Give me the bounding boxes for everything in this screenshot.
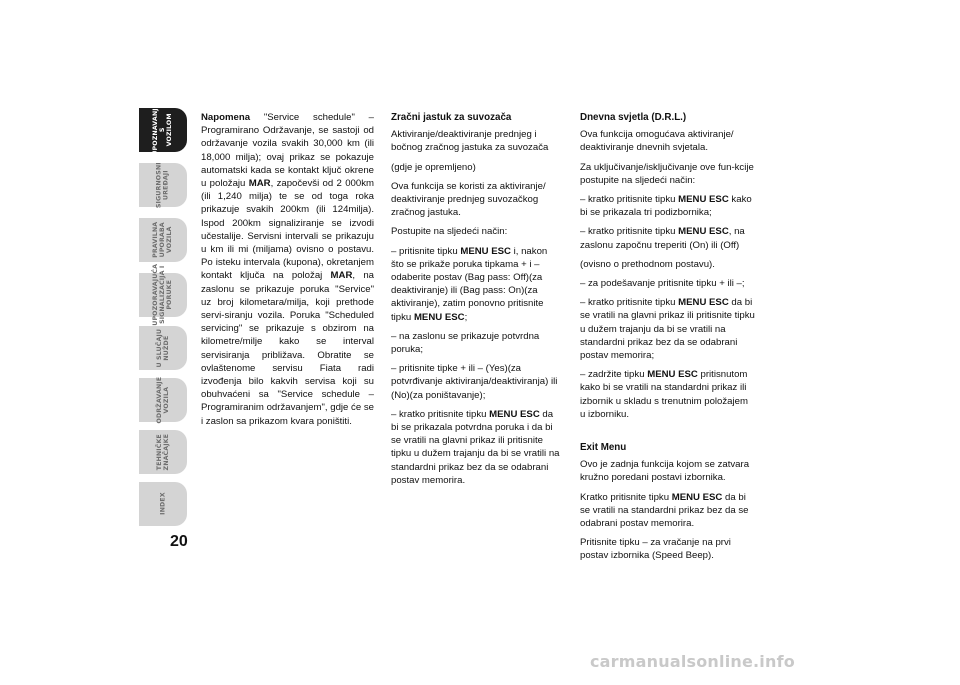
key-name: MENU ESC bbox=[413, 311, 465, 323]
text: da bi se prikazala potvrdna poruka i da bi se vratili na glavni prikaz ili pritisnite tipku u dužem trajanju da bi se vratili na standardni prikaz bez da se odabrani postav memorira. bbox=[391, 408, 560, 486]
tab-upozoravajuca-signalizacija[interactable] bbox=[139, 264, 187, 326]
paragraph: Ova funkcija omogućava aktiviranje/ deaktiviranje dnevnih svjetala. bbox=[580, 129, 734, 154]
text: – pritisnite tipku bbox=[391, 245, 461, 257]
step bbox=[391, 245, 562, 324]
text: ; bbox=[464, 311, 468, 323]
paragraph: Pritisnite tipku – za vračanje na prvi postav izbornika (Speed Beep). bbox=[580, 537, 731, 562]
step bbox=[391, 408, 562, 487]
key-name: MENU ESC bbox=[460, 245, 511, 257]
tab-u-slucaju-nuzde[interactable] bbox=[139, 326, 187, 370]
key-name: MENU ESC bbox=[678, 194, 729, 206]
paragraph: Aktiviranje/deaktiviranje prednjeg i bočnog zračnog jastuka za suvozača bbox=[391, 129, 549, 154]
watermark: carmanualsonline.info bbox=[590, 652, 795, 671]
key-name: MENU ESC bbox=[489, 408, 540, 420]
tab-pravilna-uporaba-vozila[interactable] bbox=[139, 218, 187, 262]
tab-label: INDEX bbox=[159, 492, 167, 516]
section-heading: Dnevna svjetla (D.R.L.) bbox=[580, 112, 687, 123]
text: – kratko pritisnite tipku bbox=[580, 226, 679, 238]
step bbox=[580, 368, 755, 421]
paragraph: (ovisno o prethodnom postavu). bbox=[580, 258, 715, 270]
step: – za podešavanje pritisnite tipku + ili –; bbox=[580, 278, 745, 290]
step bbox=[580, 296, 755, 362]
note-label: Napomena bbox=[201, 112, 251, 123]
key-position: MAR bbox=[330, 270, 353, 282]
tab-upoznavanje-s-vozilom[interactable] bbox=[139, 104, 187, 156]
text: – kratko pritisnite tipku bbox=[580, 194, 679, 206]
paragraph: (gdje je opremljeno) bbox=[391, 161, 476, 173]
text: kako bi se prikazala tri podizbornika; bbox=[580, 194, 752, 219]
paragraph: Za uključivanje/isključivanje ove fun-kcije postupite na sljedeći način: bbox=[580, 161, 754, 186]
key-name: MENU ESC bbox=[647, 369, 698, 381]
text: , na zaslonu se prikazuje poruka "Service" uz broj kilometara/milja, koji prethode servi-siranju vozila. Poruka "Scheduled servicing" se prikazuje s obzirom na kilometre/milje kako se interval servisiranja približava. Obratite se ovlaštenome servisu Fiata radi izvođenja bilo kakvih servisa koji su obuhvaćeni sa "Service schedule –Programiranim održavanjem", gdje će se i zaslon sa prikazom kvara poništiti. bbox=[201, 270, 374, 427]
step bbox=[580, 193, 755, 219]
page-number: 20 bbox=[170, 533, 188, 550]
column-daytime-running-lights bbox=[580, 111, 755, 569]
text: – kratko pritisnite tipku bbox=[580, 297, 679, 309]
step: – pritisnite tipke + ili – (Yes)(za potvrđivanje aktiviranja/deaktiviranja) ili (No)(za poništavanje); bbox=[391, 363, 558, 401]
column-passenger-airbag bbox=[391, 111, 562, 493]
tab-index[interactable] bbox=[139, 482, 187, 526]
key-name: MENU ESC bbox=[671, 491, 723, 503]
text: – kratko pritisnite tipku bbox=[391, 408, 490, 420]
key-name: MENU ESC bbox=[678, 297, 729, 309]
tab-label: UPOZNAVANJE S VOZILOM bbox=[152, 104, 174, 156]
step bbox=[580, 225, 755, 251]
step: – na zaslonu se prikazuje potvrdna poruka; bbox=[391, 330, 540, 356]
text: – zadržite tipku bbox=[580, 369, 648, 381]
column-service-schedule bbox=[201, 111, 374, 434]
text: da bi se vratili na standardni prikaz bez da se odabrani postav memorira. bbox=[580, 491, 749, 530]
tab-label: SIGURNOSNI UREĐAJI bbox=[155, 162, 170, 208]
tab-label: U SLUČAJU NUŽDE bbox=[155, 328, 170, 368]
text: i, nakon što se prikaže poruka tipkama + i – odaberite postav (Bag pass: Off)(za deaktiviranje) ili (Bag pass: On)(za aktiviranje), zatim ponovno pritisnite tipku bbox=[391, 245, 548, 323]
text: , započevši od 2 000km (ili 1,240 milja) te se od toga roka prikazuje svakih 200km (ili 124milja). Ispod 200km signaliziranje se izvodi učestalije. Servisni intervali se prikazuju u km ili mi (miljama) ovisno o postavu. Po isteku intervala (kupona), okretanjem kontakt ključa na položaj bbox=[201, 178, 374, 282]
text: Kratko pritisnite tipku bbox=[580, 491, 672, 503]
tab-sigurnosni-uredaji[interactable] bbox=[139, 163, 187, 207]
paragraph: Postupite na sljedeći način: bbox=[391, 226, 508, 238]
spacer bbox=[580, 427, 755, 441]
service-schedule-paragraph bbox=[201, 111, 374, 428]
tab-label: TEHNIČKE ZNAČAJKE bbox=[155, 433, 170, 471]
paragraph: Ova funkcija se koristi za aktiviranje/ deaktiviranje prednjeg suvozačkog zračnog jastuka. bbox=[391, 180, 546, 219]
text: , na zaslonu započnu treperiti (On) ili (Off) bbox=[580, 226, 745, 251]
tab-label: PRAVILNA UPORABA VOZILA bbox=[152, 221, 174, 259]
text: da bi se vratili na glavni prikaz ili pritisnite tipku u dužem trajanju da bi se vratili na standardni prikaz bez da se odabrani postav memorira; bbox=[580, 297, 755, 362]
tab-label: UPOZORAVAJUĆA SIGNALIZACIJA I PORUKE bbox=[152, 264, 174, 326]
section-heading: Zračni jastuk za suvozača bbox=[391, 112, 512, 123]
section-heading: Exit Menu bbox=[580, 442, 627, 454]
paragraph: Ovo je zadnja funkcija kojom se zatvara kružno poredani postavi izbornika. bbox=[580, 459, 750, 484]
paragraph bbox=[580, 491, 755, 531]
tab-odrzavanje-vozila[interactable] bbox=[139, 378, 187, 422]
key-name: MENU ESC bbox=[678, 226, 729, 238]
text: pritisnutom kako bi se vratili na standardni prikaz ili izbornik u skladu s trenutnim položajem u izborniku. bbox=[580, 369, 748, 420]
tab-label: ODRŽAVANJE VOZILA bbox=[155, 376, 170, 424]
key-position: MAR bbox=[248, 178, 271, 190]
tab-tehnicke-znacajke[interactable] bbox=[139, 430, 187, 474]
text: "Service schedule" – Programirano Održavanje, se sastoji od održavanje vozila svakih 30,000 km (ili 18,000 milja); ovaj prikaz se pokazuje automatski kada se kontakt ključ okrene u položaju bbox=[201, 112, 374, 190]
